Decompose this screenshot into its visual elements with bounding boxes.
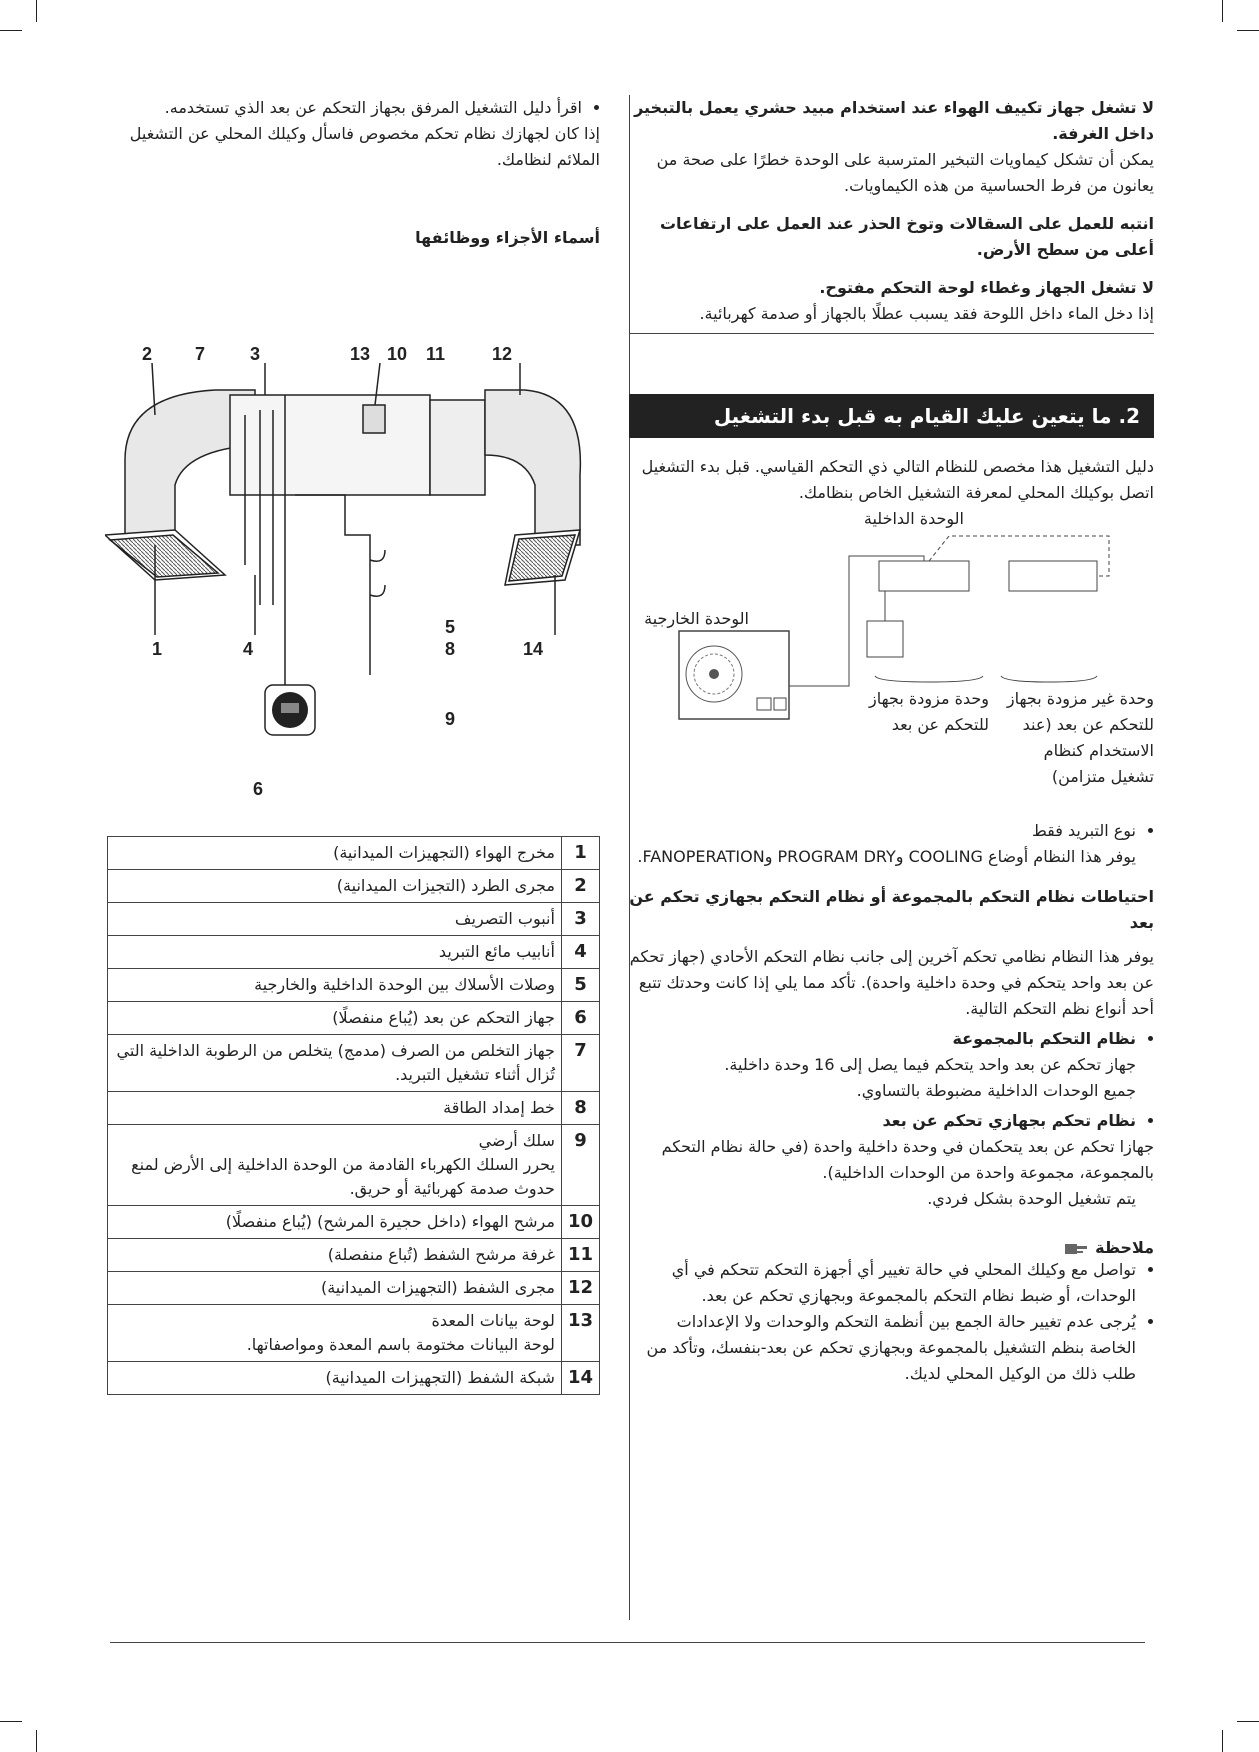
part-number: 7 [561, 1035, 599, 1092]
right-column [629, 95, 1154, 1387]
two-remote-text: يتم تشغيل الوحدة بشكل فردي. [927, 1189, 1136, 1208]
ground-wire [295, 495, 370, 675]
table-row [108, 870, 600, 903]
table-row [108, 1239, 600, 1272]
part-number: 10 [561, 1206, 599, 1239]
indoor-unit-with-remote-icon [867, 561, 969, 657]
part-description [108, 1239, 562, 1272]
part-label: لوحة بيانات المعدة [431, 1311, 555, 1330]
table-row [108, 936, 600, 969]
part-number: 14 [561, 1362, 599, 1395]
part-label: مجرى الشفط (التجهيزات الميدانية) [320, 1278, 555, 1297]
label-outdoor-unit: الوحدة الخارجية [644, 609, 749, 628]
table-row [108, 969, 600, 1002]
intro-bullet: • اقرأ دليل التشغيل المرفق بجهاز التحكم عن بعد الذي تستخدمه. [105, 95, 582, 121]
part-number: 11 [561, 1239, 599, 1272]
callout-number: 7 [194, 344, 205, 364]
part-label: أنبوب التصريف [454, 909, 555, 928]
system-diagram [629, 506, 1154, 806]
table-row [108, 1035, 600, 1092]
left-column [105, 95, 600, 251]
callout-number: 14 [522, 639, 543, 659]
part-detail: لوحة البيانات مختومة باسم المعدة ومواصفاتها. [246, 1335, 555, 1354]
part-description [108, 1272, 562, 1305]
warning-fumigant [629, 95, 1154, 199]
callout-number: 13 [349, 344, 370, 364]
table-row [108, 1125, 600, 1206]
callout-number: 12 [491, 344, 512, 364]
unit-illustration [105, 335, 600, 810]
part-number: 8 [561, 1092, 599, 1125]
group-control-text: جميع الوحدات الداخلية مضبوطة بالتساوي. [856, 1081, 1136, 1100]
precautions-heading: احتياطات نظام التحكم بالمجموعة أو نظام التحكم بجهازي تحكم عن بعد [629, 887, 1154, 932]
separator [629, 333, 1154, 334]
part-number: 4 [561, 936, 599, 969]
callout-number: 10 [386, 344, 407, 364]
part-number: 13 [561, 1305, 599, 1362]
section-intro: دليل التشغيل هذا مخصص للنظام التالي ذي التحكم القياسي. قبل بدء التشغيل اتصل بوكيلك المحلي لمعرفة التشغيل الخاص بنظامك. [641, 457, 1154, 502]
callout-number: 9 [444, 709, 455, 729]
table-row [108, 1206, 600, 1239]
table-row [108, 1305, 600, 1362]
crop-mark [0, 30, 22, 31]
warning-text: يمكن أن تشكل كيماويات التبخير المترسبة على الوحدة خطرًا على صحة من يعانون من فرط الحساسية من هذه الكيماويات. [656, 150, 1154, 195]
note-heading [629, 1238, 1154, 1257]
footer-rule [110, 1642, 1145, 1643]
notes-list [629, 1257, 1154, 1387]
part-description [108, 903, 562, 936]
cooling-type-list [629, 818, 1154, 844]
part-detail: يحرر السلك الكهرباء القادمة من الوحدة الداخلية إلى الأرض لمنع حدوث صدمة كهربائية أو حريق. [131, 1155, 555, 1198]
callout-number: 5 [444, 617, 455, 637]
bracket [875, 676, 983, 682]
crop-mark [36, 0, 37, 22]
warning-bold: لا تشغل الجهاز وغطاء لوحة التحكم مفتوح. [819, 278, 1154, 297]
wiring [370, 550, 385, 561]
parts-table [107, 836, 600, 1395]
table-row [108, 1002, 600, 1035]
group-control-title: • نظام التحكم بالمجموعة [629, 1026, 1136, 1052]
part-description [108, 1125, 562, 1206]
part-label: خط إمداد الطاقة [443, 1098, 555, 1117]
two-remote-list [629, 1108, 1154, 1134]
part-number: 1 [561, 837, 599, 870]
table-row [108, 837, 600, 870]
part-number: 12 [561, 1272, 599, 1305]
part-label: مجرى الطرد (التجيزات الميدانية) [336, 876, 555, 895]
callout-number: 3 [249, 344, 260, 364]
part-label: جهاز التحكم عن بعد (يُباع منفصلًا) [332, 1008, 555, 1027]
precautions-text: يوفر هذا النظام نظامي تحكم آخرين إلى جانب نظام التحكم الأحادي (جهاز تحكم عن بعد واحد يتحكم في وحدة داخلية واحدة). تأكد مما يلي إذا كانت وحدتك تتبع أحد أنواع نظم التحكم التالية. [629, 947, 1154, 1018]
warning-panel-cover [629, 275, 1154, 334]
section-number: 2. [1118, 404, 1140, 428]
callout-number: 11 [425, 344, 445, 364]
nameplate [363, 405, 385, 433]
crop-mark [1222, 1730, 1223, 1752]
label-unit-without-remote: وحدة غير مزودة بجهاز للتحكم عن بعد (عند الاستخدام كنظام تشغيل متزامن) [1006, 689, 1154, 786]
callout-number: 1 [151, 639, 162, 659]
part-label: جهاز التخلص من الصرف (مدمج) يتخلص من الرطوبة الداخلية التي تُزال أثناء تشغيل التبريد. [116, 1041, 555, 1084]
part-number: 3 [561, 903, 599, 936]
two-remote-title: • نظام تحكم بجهازي تحكم عن بعد [629, 1108, 1136, 1134]
part-label: وصلات الأسلاك بين الوحدة الداخلية والخارجية [254, 975, 555, 994]
part-description [108, 936, 562, 969]
intro-list [105, 95, 600, 121]
two-remote-text: جهازا تحكم عن بعد يتحكمان في وحدة داخلية واحدة (في حالة نظام التحكم بالمجموعة، مجموعة واحدة من الوحدات الداخلية). [661, 1137, 1154, 1182]
crop-mark [1237, 1721, 1259, 1722]
part-description [108, 969, 562, 1002]
intro-paragraph: إذا كان لجهازك نظام تحكم مخصوص فاسأل وكيلك المحلي عن التشغيل الملائم لنظامك. [129, 124, 600, 169]
part-label: غرفة مرشح الشفط (تُباع منفصلة) [327, 1245, 555, 1264]
part-description [108, 1206, 562, 1239]
warning-text: إذا دخل الماء داخل اللوحة فقد يسبب عطلًا بالجهاز أو صدمة كهربائية. [699, 304, 1154, 323]
callout-number: 2 [141, 344, 152, 364]
outdoor-unit-icon [679, 631, 789, 719]
table-row [108, 903, 600, 936]
group-control-list [629, 1026, 1154, 1052]
part-label: شبكة الشفط (التجهيزات الميدانية) [325, 1368, 555, 1387]
part-number: 2 [561, 870, 599, 903]
table-row [108, 1362, 600, 1395]
part-number: 6 [561, 1002, 599, 1035]
crop-mark [1237, 30, 1259, 31]
warning-bold: انتبه للعمل على السقالات وتوخ الحذر عند العمل على ارتفاعات أعلى من سطح الأرض. [659, 214, 1154, 259]
note-heading-text: ملاحظة [1095, 1238, 1154, 1257]
bracket [1001, 676, 1097, 682]
part-description [108, 1362, 562, 1395]
filter-chamber [430, 400, 485, 495]
part-description [108, 1092, 562, 1125]
part-label: أنابيب مائع التبريد [438, 942, 555, 961]
cooling-modes-text: يوفر هذا النظام أوضاع COOLING وPROGRAM DRY وFANOPERATION. [637, 847, 1136, 866]
bullet-cooling-only: • نوع التبريد فقط [629, 818, 1136, 844]
label-indoor-unit: الوحدة الداخلية [863, 509, 964, 528]
section-title-bar [629, 394, 1154, 438]
part-number: 9 [561, 1125, 599, 1206]
indoor-unit-without-remote-icon [1009, 561, 1097, 591]
section-title: ما يتعين عليك القيام به قبل بدء التشغيل [713, 404, 1112, 428]
crop-mark [0, 1721, 22, 1722]
part-label: مخرج الهواء (التجهيزات الميدانية) [333, 843, 555, 862]
part-description [108, 837, 562, 870]
callout-number: 4 [242, 639, 253, 659]
callout-number: 6 [252, 779, 263, 799]
part-description [108, 870, 562, 903]
group-control-text: جهاز تحكم عن بعد واحد يتحكم فيما يصل إلى 16 وحدة داخلية. [724, 1055, 1136, 1074]
callout-number: 8 [444, 639, 455, 659]
part-number: 5 [561, 969, 599, 1002]
remote-controller-icon [265, 685, 315, 735]
wiring [370, 585, 385, 596]
note-item: • تواصل مع وكيلك المحلي في حالة تغيير أي أجهزة التحكم تتحكم في أي الوحدات، أو ضبط نظام التحكم بالمجموعة وبجهازي تحكم عن بعد. [629, 1257, 1136, 1309]
part-label: مرشح الهواء (داخل حجيرة المرشح) (يُباع منفصلًا) [225, 1212, 555, 1231]
part-description [108, 1305, 562, 1362]
note-item: • يُرجى عدم تغيير حالة الجمع بين أنظمة التحكم والوحدات ولا الإعدادات الخاصة بنظم التشغيل بالمجموعة وبجهازي تحكم عن بعد-بنفسك، وتأكد من طلب ذلك من الوكيل المحلي لديك. [629, 1309, 1136, 1387]
table-row [108, 1272, 600, 1305]
crop-mark [36, 1730, 37, 1752]
parts-heading: أسماء الأجزاء ووظائفها [415, 228, 600, 247]
part-label: سلك أرضي [478, 1131, 555, 1150]
warning-scaffold [629, 211, 1154, 263]
label-unit-with-remote: وحدة مزودة بجهاز للتحكم عن بعد [869, 689, 989, 734]
crop-mark [1222, 0, 1223, 22]
part-description [108, 1035, 562, 1092]
part-description [108, 1002, 562, 1035]
suction-duct [485, 390, 580, 545]
table-row [108, 1092, 600, 1125]
warning-bold: لا تشغل جهاز تكييف الهواء عند استخدام مبيد حشري يعمل بالتبخير داخل الغرفة. [634, 98, 1154, 143]
pointing-hand-icon [1063, 1240, 1089, 1256]
